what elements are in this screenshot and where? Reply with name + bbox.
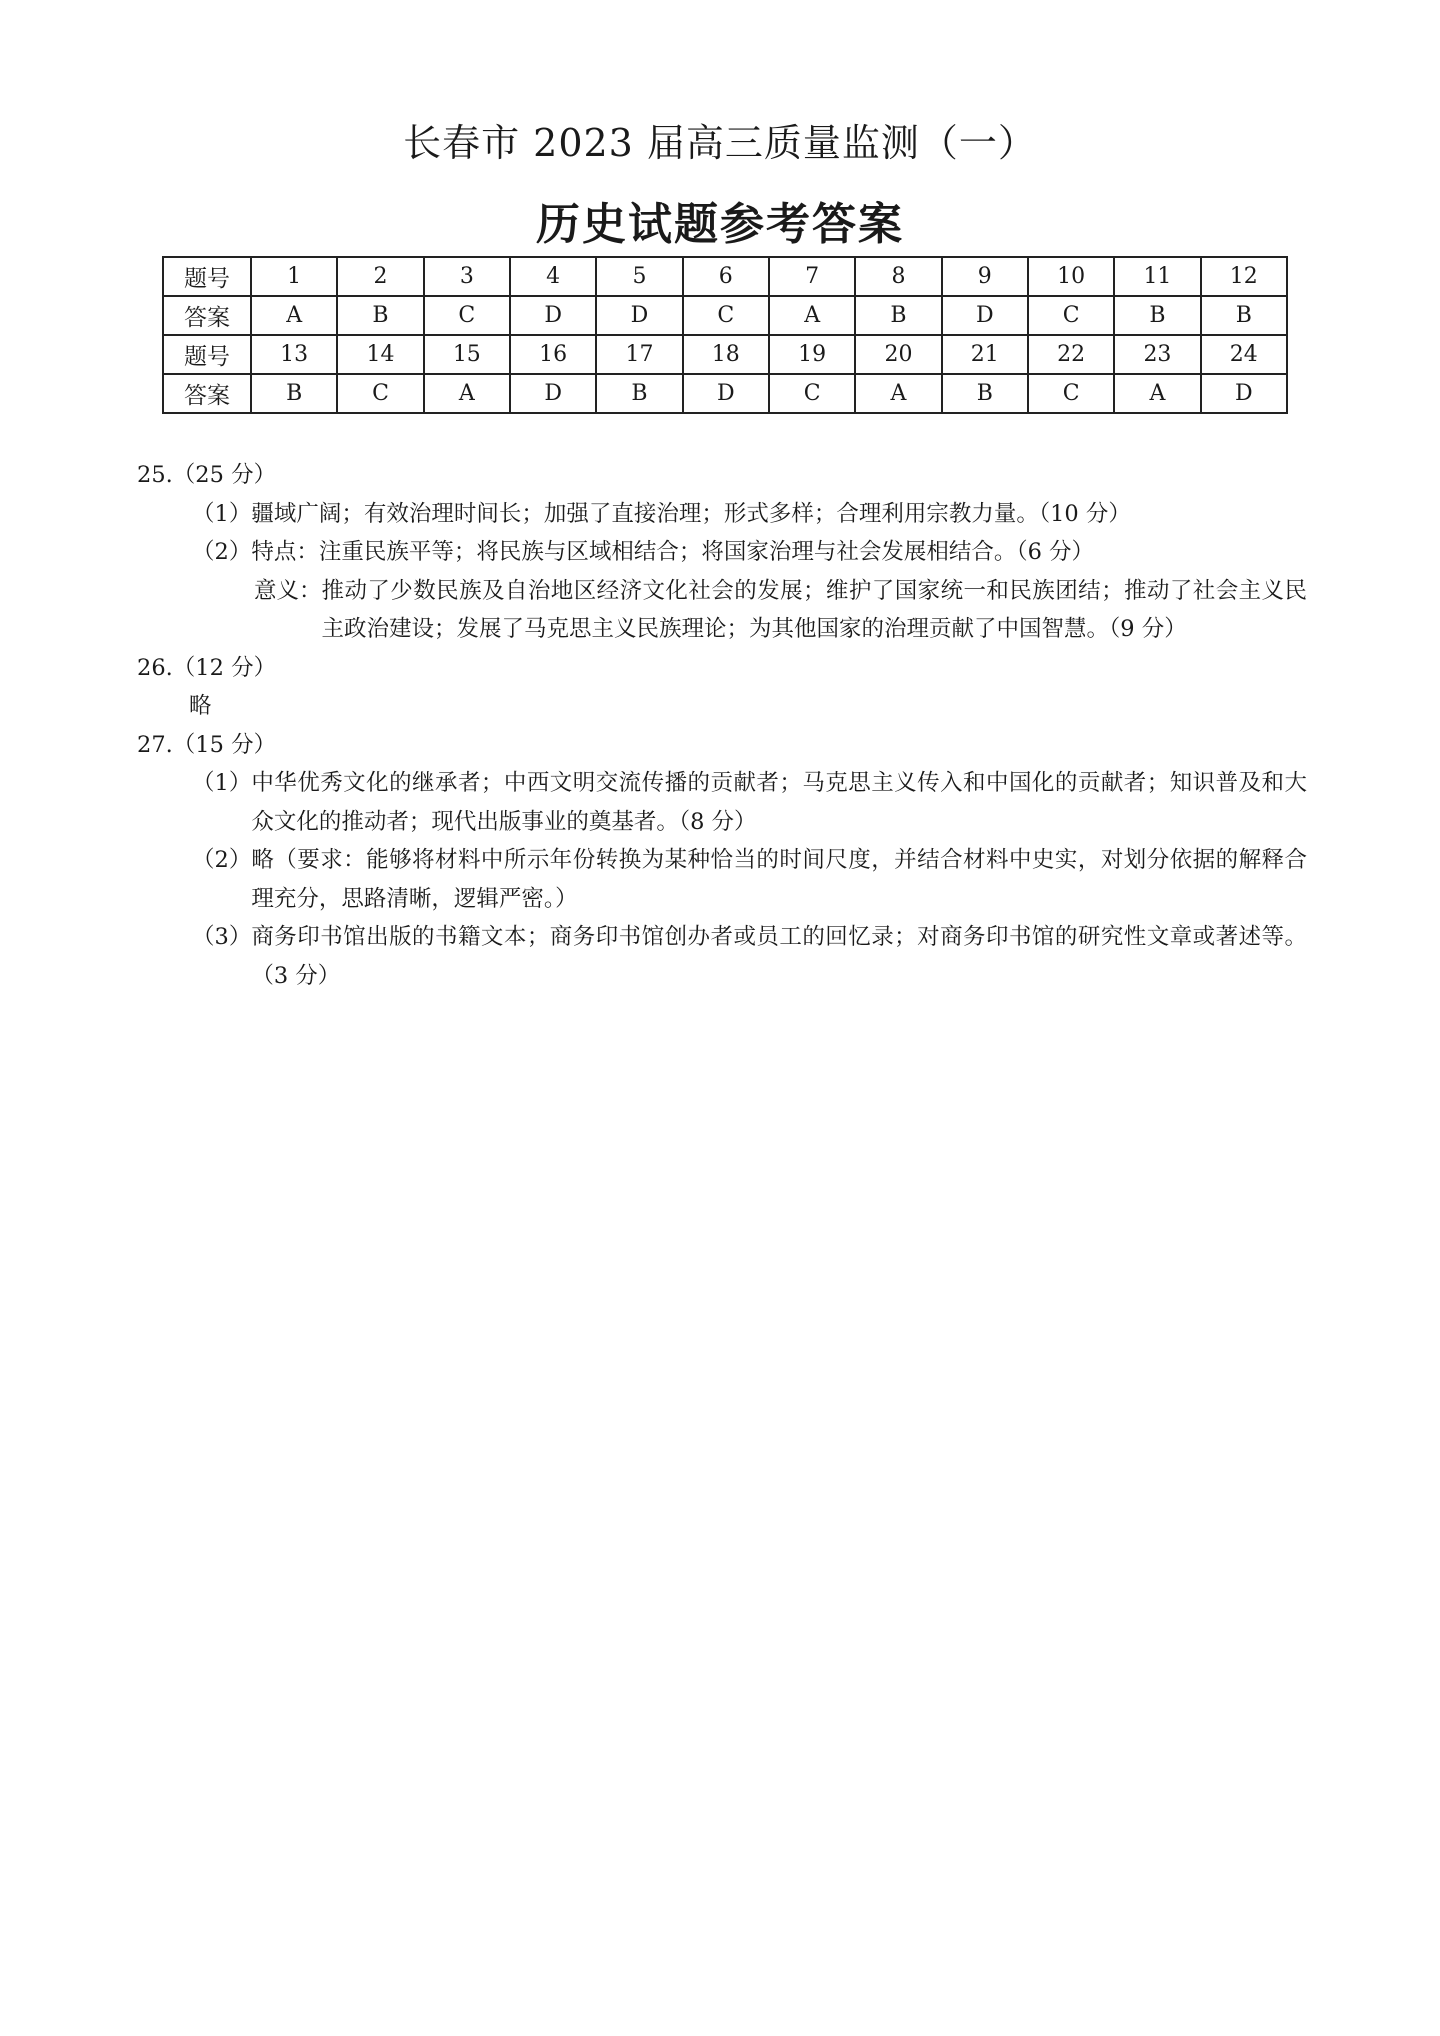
question-number-cell: 1	[251, 257, 337, 296]
answer-cell: C	[683, 296, 769, 335]
answer-cell: D	[510, 296, 596, 335]
answer-cell: C	[337, 374, 423, 413]
answer-cell: A	[424, 374, 510, 413]
meaning-label: 意义：	[254, 577, 322, 604]
question-number-cell: 19	[769, 335, 855, 374]
part-text: 略（要求：能够将材料中所示年份转换为某种恰当的时间尺度，并结合材料中史实，对划分依据的解释合理充分，思路清晰，逻辑严密。）	[251, 847, 1307, 912]
question-number-cell: 23	[1114, 335, 1200, 374]
answer-content	[137, 456, 1307, 995]
question-25-part-2	[192, 533, 1307, 572]
answer-cell: D	[683, 374, 769, 413]
answer-cell: B	[337, 296, 423, 335]
question-25	[137, 456, 1307, 649]
answer-table	[162, 256, 1288, 414]
answer-cell: B	[942, 374, 1028, 413]
row-label-answer: 答案	[163, 374, 251, 413]
question-27-part-3	[192, 918, 1307, 995]
question-number-cell: 22	[1028, 335, 1114, 374]
answer-cell: C	[1028, 374, 1114, 413]
answer-cell: A	[769, 296, 855, 335]
part-text: 疆域广阔；有效治理时间长；加强了直接治理；形式多样；合理利用宗教力量。（10 分）	[251, 500, 1131, 527]
question-number-cell: 13	[251, 335, 337, 374]
question-number-cell: 21	[942, 335, 1028, 374]
question-number-cell: 17	[596, 335, 682, 374]
answer-cell: A	[855, 374, 941, 413]
answer-cell: B	[855, 296, 941, 335]
document-subtitle: 历史试题参考答案	[536, 199, 904, 250]
question-number-cell: 14	[337, 335, 423, 374]
question-25-heading: 25.（25 分）	[137, 462, 277, 488]
row-label-number: 题号	[163, 257, 251, 296]
question-number-cell: 15	[424, 335, 510, 374]
question-number-cell: 5	[596, 257, 682, 296]
question-number-cell: 11	[1114, 257, 1200, 296]
row-label-answer: 答案	[163, 296, 251, 335]
answer-cell: B	[251, 374, 337, 413]
question-number-cell: 16	[510, 335, 596, 374]
question-number-cell: 6	[683, 257, 769, 296]
document-title: 长春市 2023 届高三质量监测（一）	[403, 121, 1037, 165]
answer-cell: A	[251, 296, 337, 335]
question-25-part-1	[192, 495, 1307, 534]
question-25-part-2-meaning	[254, 572, 1307, 649]
answer-cell: D	[510, 374, 596, 413]
part-number: （2）	[192, 847, 252, 873]
question-number-row	[163, 257, 1287, 296]
part-text: 中华优秀文化的继承者；中西文明交流传播的贡献者；马克思主义传入和中国化的贡献者；知识普及和大众文化的推动者；现代出版事业的奠基者。（8 分）	[251, 770, 1307, 835]
answer-cell: D	[596, 296, 682, 335]
answer-cell: C	[424, 296, 510, 335]
question-number-cell: 10	[1028, 257, 1114, 296]
question-number-cell: 20	[855, 335, 941, 374]
part-text: 特点：注重民族平等；将民族与区域相结合；将国家治理与社会发展相结合。（6 分）	[251, 539, 1095, 565]
answer-cell: A	[1114, 374, 1200, 413]
question-number-cell: 4	[510, 257, 596, 296]
question-number-cell: 8	[855, 257, 941, 296]
part-number: （1）	[192, 500, 252, 527]
question-27-heading: 27.（15 分）	[137, 731, 277, 758]
answer-cell: B	[1201, 296, 1287, 335]
part-text: 商务印书馆出版的书籍文本；商务印书馆创办者或员工的回忆录；对商务印书馆的研究性文章或著述等。（3 分）	[251, 924, 1307, 989]
answer-cell: D	[942, 296, 1028, 335]
question-27-part-1	[192, 764, 1307, 841]
answer-cell: B	[596, 374, 682, 413]
question-27	[137, 726, 1307, 996]
question-26-heading: 26.（12 分）	[137, 654, 277, 681]
answer-cell: D	[1201, 374, 1287, 413]
question-26-text: 略	[189, 693, 212, 719]
question-number-cell: 3	[424, 257, 510, 296]
answer-cell: C	[769, 374, 855, 413]
meaning-text: 推动了少数民族及自治地区经济文化社会的发展；维护了国家统一和民族团结；推动了社会主义民主政治建设；发展了马克思主义民族理论；为其他国家的治理贡献了中国智慧。（9 分）	[321, 577, 1307, 642]
question-number-cell: 9	[942, 257, 1028, 296]
question-number-row	[163, 335, 1287, 374]
row-label-number: 题号	[163, 335, 251, 374]
answer-row	[163, 374, 1287, 413]
question-number-cell: 12	[1201, 257, 1287, 296]
part-number: （3）	[192, 924, 252, 950]
question-26	[137, 649, 1307, 726]
answer-row	[163, 296, 1287, 335]
part-number: （2）	[192, 539, 252, 565]
question-number-cell: 18	[683, 335, 769, 374]
question-number-cell: 2	[337, 257, 423, 296]
answer-cell: B	[1114, 296, 1200, 335]
question-number-cell: 7	[769, 257, 855, 296]
answer-cell: C	[1028, 296, 1114, 335]
question-number-cell: 24	[1201, 335, 1287, 374]
part-number: （1）	[192, 770, 252, 796]
question-27-part-2	[192, 841, 1307, 918]
